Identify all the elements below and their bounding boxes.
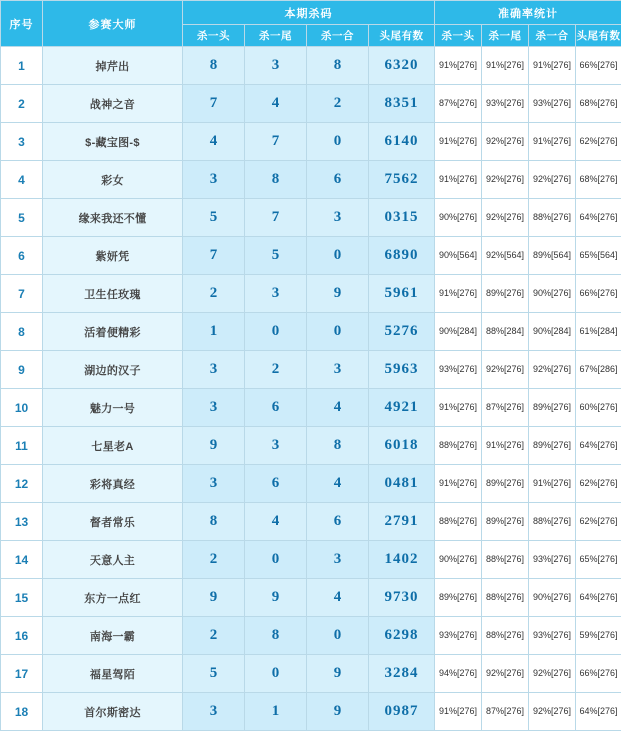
cell-kill-tail: 6	[245, 465, 307, 503]
cell-acc-kill-head: 91%[276]	[435, 161, 482, 199]
cell-headtail-numbers: 5963	[369, 351, 435, 389]
cell-seq: 4	[1, 161, 43, 199]
cell-acc-kill-tail: 92%[276]	[482, 123, 529, 161]
cell-seq: 3	[1, 123, 43, 161]
cell-kill-head: 7	[183, 237, 245, 275]
cell-acc-kill-head: 91%[276]	[435, 275, 482, 313]
table-body	[1, 47, 621, 731]
cell-master-name: 活着便精彩	[43, 313, 183, 351]
cell-acc-kill-head: 89%[276]	[435, 579, 482, 617]
table-row[interactable]	[1, 313, 621, 351]
cell-master-name: 缘来我还不懂	[43, 199, 183, 237]
cell-kill-sum: 0	[307, 237, 369, 275]
cell-seq: 12	[1, 465, 43, 503]
cell-headtail-numbers: 4921	[369, 389, 435, 427]
cell-acc-kill-head: 90%[564]	[435, 237, 482, 275]
cell-acc-kill-head: 88%[276]	[435, 503, 482, 541]
cell-seq: 15	[1, 579, 43, 617]
cell-seq: 5	[1, 199, 43, 237]
cell-kill-head: 2	[183, 617, 245, 655]
cell-acc-headtail: 65%[564]	[576, 237, 621, 275]
cell-kill-head: 5	[183, 199, 245, 237]
cell-kill-sum: 9	[307, 693, 369, 731]
cell-headtail-numbers: 1402	[369, 541, 435, 579]
cell-kill-tail: 0	[245, 541, 307, 579]
cell-kill-head: 3	[183, 693, 245, 731]
cell-seq: 13	[1, 503, 43, 541]
cell-acc-kill-sum: 89%[276]	[529, 389, 576, 427]
cell-seq: 17	[1, 655, 43, 693]
table-header	[1, 1, 621, 47]
cell-acc-kill-head: 90%[276]	[435, 541, 482, 579]
cell-kill-sum: 4	[307, 579, 369, 617]
cell-acc-kill-tail: 88%[276]	[482, 541, 529, 579]
cell-acc-kill-head: 88%[276]	[435, 427, 482, 465]
cell-acc-headtail: 62%[276]	[576, 123, 621, 161]
cell-seq: 1	[1, 47, 43, 85]
cell-acc-kill-tail: 92%[276]	[482, 161, 529, 199]
cell-seq: 7	[1, 275, 43, 313]
cell-kill-tail: 3	[245, 275, 307, 313]
cell-headtail-numbers: 0315	[369, 199, 435, 237]
header-master: 参赛大师	[43, 1, 183, 47]
cell-acc-kill-sum: 92%[276]	[529, 693, 576, 731]
table-row[interactable]	[1, 541, 621, 579]
cell-kill-sum: 8	[307, 427, 369, 465]
cell-acc-kill-sum: 92%[276]	[529, 351, 576, 389]
table-row[interactable]	[1, 465, 621, 503]
cell-acc-headtail: 61%[284]	[576, 313, 621, 351]
header-acc-kill-sum: 杀一合	[529, 25, 576, 47]
table-row[interactable]	[1, 579, 621, 617]
cell-master-name: 魅力一号	[43, 389, 183, 427]
cell-acc-headtail: 67%[286]	[576, 351, 621, 389]
cell-acc-headtail: 66%[276]	[576, 275, 621, 313]
cell-kill-sum: 6	[307, 161, 369, 199]
cell-acc-kill-sum: 91%[276]	[529, 47, 576, 85]
cell-master-name: 首尔斯密达	[43, 693, 183, 731]
cell-master-name: 战神之音	[43, 85, 183, 123]
cell-master-name: 福星驾陌	[43, 655, 183, 693]
cell-master-name: 掉芹出	[43, 47, 183, 85]
table-row[interactable]	[1, 389, 621, 427]
cell-acc-kill-tail: 91%[276]	[482, 47, 529, 85]
cell-acc-kill-tail: 88%[276]	[482, 579, 529, 617]
cell-acc-kill-sum: 90%[276]	[529, 579, 576, 617]
cell-acc-kill-tail: 93%[276]	[482, 85, 529, 123]
cell-kill-head: 3	[183, 161, 245, 199]
cell-kill-sum: 9	[307, 655, 369, 693]
header-acc-kill-head: 杀一头	[435, 25, 482, 47]
cell-headtail-numbers: 6018	[369, 427, 435, 465]
table-row[interactable]	[1, 655, 621, 693]
cell-acc-headtail: 64%[276]	[576, 579, 621, 617]
cell-seq: 10	[1, 389, 43, 427]
cell-acc-headtail: 68%[276]	[576, 85, 621, 123]
cell-seq: 6	[1, 237, 43, 275]
table-row[interactable]	[1, 351, 621, 389]
cell-kill-sum: 3	[307, 541, 369, 579]
cell-acc-kill-head: 93%[276]	[435, 351, 482, 389]
cell-acc-kill-sum: 89%[276]	[529, 427, 576, 465]
cell-kill-sum: 3	[307, 199, 369, 237]
cell-headtail-numbers: 9730	[369, 579, 435, 617]
cell-kill-sum: 4	[307, 389, 369, 427]
cell-acc-kill-head: 94%[276]	[435, 655, 482, 693]
cell-acc-kill-tail: 91%[276]	[482, 427, 529, 465]
cell-kill-tail: 6	[245, 389, 307, 427]
table-row[interactable]	[1, 161, 621, 199]
cell-kill-tail: 5	[245, 237, 307, 275]
cell-master-name: 彩将真经	[43, 465, 183, 503]
cell-acc-kill-sum: 88%[276]	[529, 199, 576, 237]
cell-acc-headtail: 59%[276]	[576, 617, 621, 655]
cell-acc-headtail: 62%[276]	[576, 503, 621, 541]
cell-acc-headtail: 66%[276]	[576, 47, 621, 85]
cell-master-name: 东方一点红	[43, 579, 183, 617]
cell-acc-kill-tail: 87%[276]	[482, 389, 529, 427]
cell-acc-kill-tail: 92%[276]	[482, 351, 529, 389]
cell-kill-tail: 8	[245, 617, 307, 655]
cell-acc-headtail: 64%[276]	[576, 693, 621, 731]
cell-headtail-numbers: 5961	[369, 275, 435, 313]
cell-master-name: $-藏宝图-$	[43, 123, 183, 161]
cell-acc-headtail: 62%[276]	[576, 465, 621, 503]
cell-kill-head: 3	[183, 465, 245, 503]
cell-acc-headtail: 68%[276]	[576, 161, 621, 199]
cell-kill-tail: 7	[245, 123, 307, 161]
cell-headtail-numbers: 3284	[369, 655, 435, 693]
cell-kill-tail: 3	[245, 47, 307, 85]
cell-kill-head: 2	[183, 275, 245, 313]
header-headtail-numbers: 头尾有数	[369, 25, 435, 47]
cell-headtail-numbers: 7562	[369, 161, 435, 199]
cell-acc-kill-sum: 90%[276]	[529, 275, 576, 313]
cell-kill-tail: 7	[245, 199, 307, 237]
cell-seq: 8	[1, 313, 43, 351]
cell-kill-tail: 0	[245, 313, 307, 351]
cell-headtail-numbers: 5276	[369, 313, 435, 351]
cell-kill-tail: 8	[245, 161, 307, 199]
cell-acc-kill-tail: 92%[564]	[482, 237, 529, 275]
cell-acc-kill-head: 91%[276]	[435, 693, 482, 731]
cell-acc-kill-sum: 91%[276]	[529, 465, 576, 503]
cell-acc-kill-sum: 93%[276]	[529, 541, 576, 579]
cell-kill-head: 8	[183, 503, 245, 541]
cell-headtail-numbers: 8351	[369, 85, 435, 123]
cell-acc-headtail: 64%[276]	[576, 427, 621, 465]
table-row[interactable]	[1, 503, 621, 541]
cell-master-name: 彩女	[43, 161, 183, 199]
cell-seq: 11	[1, 427, 43, 465]
cell-kill-sum: 8	[307, 47, 369, 85]
cell-kill-tail: 3	[245, 427, 307, 465]
cell-kill-tail: 9	[245, 579, 307, 617]
cell-acc-kill-sum: 90%[284]	[529, 313, 576, 351]
cell-kill-head: 3	[183, 389, 245, 427]
cell-kill-sum: 4	[307, 465, 369, 503]
table-row[interactable]	[1, 237, 621, 275]
cell-acc-headtail: 65%[276]	[576, 541, 621, 579]
cell-kill-head: 8	[183, 47, 245, 85]
cell-acc-kill-sum: 89%[564]	[529, 237, 576, 275]
cell-master-name: 紫妍凭	[43, 237, 183, 275]
cell-kill-tail: 0	[245, 655, 307, 693]
cell-kill-sum: 0	[307, 617, 369, 655]
table-row[interactable]	[1, 693, 621, 731]
cell-acc-kill-head: 91%[276]	[435, 465, 482, 503]
cell-acc-kill-head: 91%[276]	[435, 47, 482, 85]
cell-master-name: 湖边的汉子	[43, 351, 183, 389]
cell-acc-kill-sum: 93%[276]	[529, 617, 576, 655]
cell-acc-kill-sum: 92%[276]	[529, 161, 576, 199]
header-kill-sum: 杀一合	[307, 25, 369, 47]
cell-kill-head: 4	[183, 123, 245, 161]
table-row[interactable]	[1, 85, 621, 123]
cell-seq: 18	[1, 693, 43, 731]
cell-seq: 9	[1, 351, 43, 389]
cell-kill-tail: 4	[245, 85, 307, 123]
cell-kill-head: 1	[183, 313, 245, 351]
cell-acc-kill-sum: 88%[276]	[529, 503, 576, 541]
cell-acc-kill-tail: 89%[276]	[482, 275, 529, 313]
cell-acc-kill-head: 91%[276]	[435, 123, 482, 161]
cell-acc-kill-sum: 91%[276]	[529, 123, 576, 161]
cell-seq: 2	[1, 85, 43, 123]
table-row[interactable]	[1, 427, 621, 465]
header-group-accuracy: 准确率统计	[435, 1, 621, 25]
cell-kill-sum: 0	[307, 123, 369, 161]
cell-acc-headtail: 64%[276]	[576, 199, 621, 237]
table-row[interactable]	[1, 617, 621, 655]
cell-acc-kill-head: 87%[276]	[435, 85, 482, 123]
header-kill-tail: 杀一尾	[245, 25, 307, 47]
cell-master-name: 卫生任玫瑰	[43, 275, 183, 313]
cell-kill-sum: 6	[307, 503, 369, 541]
cell-kill-sum: 9	[307, 275, 369, 313]
cell-kill-tail: 2	[245, 351, 307, 389]
cell-acc-kill-tail: 88%[284]	[482, 313, 529, 351]
table-row[interactable]	[1, 275, 621, 313]
cell-kill-sum: 3	[307, 351, 369, 389]
cell-acc-kill-sum: 92%[276]	[529, 655, 576, 693]
cell-seq: 16	[1, 617, 43, 655]
table-row[interactable]	[1, 47, 621, 85]
cell-acc-kill-tail: 87%[276]	[482, 693, 529, 731]
cell-headtail-numbers: 0481	[369, 465, 435, 503]
header-kill-head: 杀一头	[183, 25, 245, 47]
cell-acc-kill-sum: 93%[276]	[529, 85, 576, 123]
cell-master-name: 督者常乐	[43, 503, 183, 541]
cell-headtail-numbers: 6890	[369, 237, 435, 275]
cell-kill-sum: 0	[307, 313, 369, 351]
cell-acc-kill-head: 90%[276]	[435, 199, 482, 237]
cell-seq: 14	[1, 541, 43, 579]
cell-headtail-numbers: 2791	[369, 503, 435, 541]
cell-kill-head: 9	[183, 579, 245, 617]
cell-acc-kill-tail: 92%[276]	[482, 199, 529, 237]
cell-kill-head: 7	[183, 85, 245, 123]
cell-acc-kill-tail: 88%[276]	[482, 617, 529, 655]
cell-kill-tail: 1	[245, 693, 307, 731]
cell-kill-head: 2	[183, 541, 245, 579]
cell-acc-headtail: 60%[276]	[576, 389, 621, 427]
cell-kill-head: 5	[183, 655, 245, 693]
cell-master-name: 七星老A	[43, 427, 183, 465]
header-acc-headtail: 头尾有数	[576, 25, 621, 47]
cell-master-name: 天意人主	[43, 541, 183, 579]
table-row[interactable]	[1, 199, 621, 237]
cell-acc-headtail: 66%[276]	[576, 655, 621, 693]
cell-acc-kill-tail: 89%[276]	[482, 465, 529, 503]
header-acc-kill-tail: 杀一尾	[482, 25, 529, 47]
cell-headtail-numbers: 6140	[369, 123, 435, 161]
cell-acc-kill-head: 90%[284]	[435, 313, 482, 351]
cell-kill-tail: 4	[245, 503, 307, 541]
cell-headtail-numbers: 6320	[369, 47, 435, 85]
header-group-current-kill: 本期杀码	[183, 1, 435, 25]
cell-headtail-numbers: 0987	[369, 693, 435, 731]
cell-master-name: 南海一霸	[43, 617, 183, 655]
cell-acc-kill-tail: 89%[276]	[482, 503, 529, 541]
cell-acc-kill-head: 93%[276]	[435, 617, 482, 655]
cell-kill-sum: 2	[307, 85, 369, 123]
header-seq: 序号	[1, 1, 43, 47]
cell-headtail-numbers: 6298	[369, 617, 435, 655]
cell-acc-kill-tail: 92%[276]	[482, 655, 529, 693]
cell-acc-kill-head: 91%[276]	[435, 389, 482, 427]
cell-kill-head: 3	[183, 351, 245, 389]
table-row[interactable]	[1, 123, 621, 161]
cell-kill-head: 9	[183, 427, 245, 465]
